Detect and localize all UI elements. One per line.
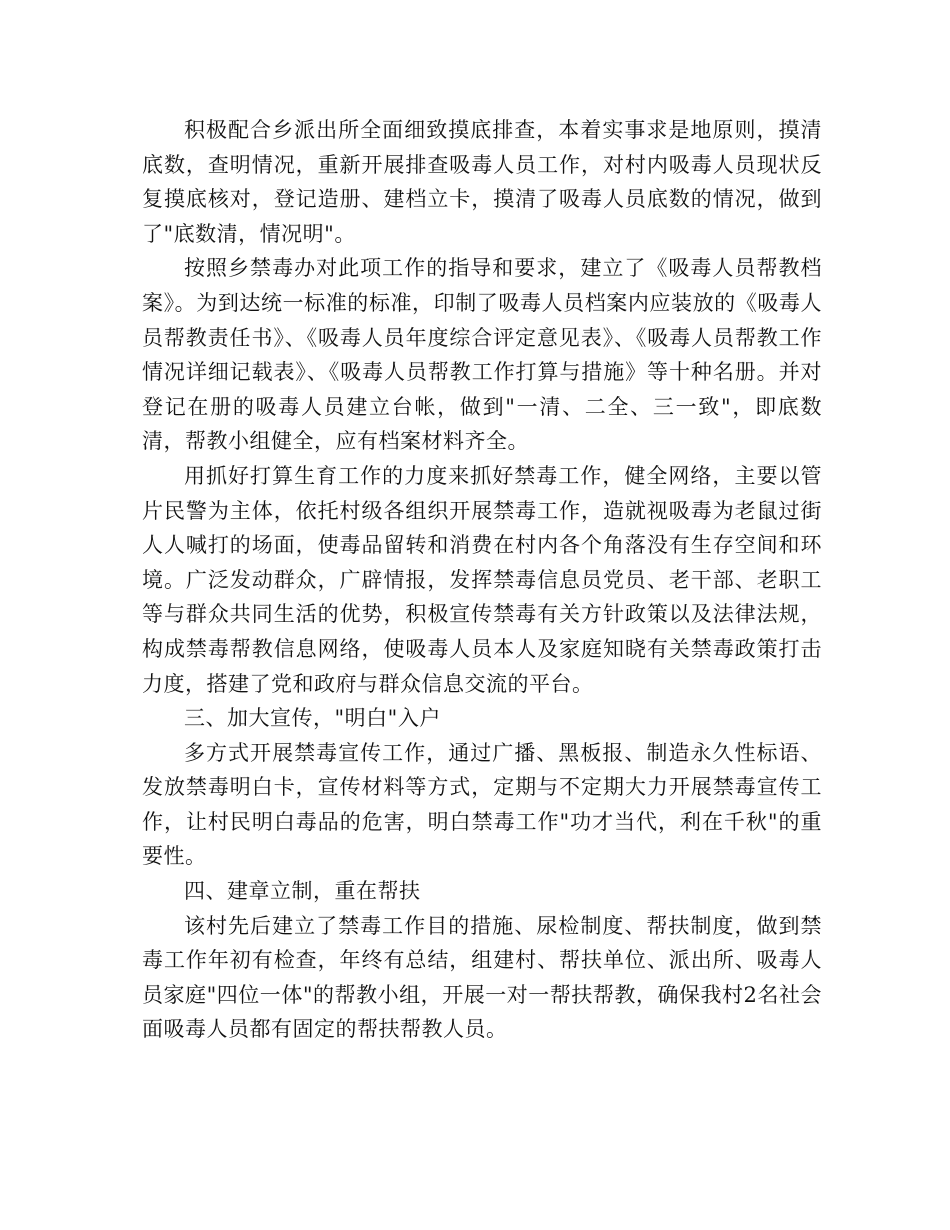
document-page [142, 113, 822, 1047]
paragraph-network: 用抓好打算生育工作的力度来抓好禁毒工作，健全网络，主要以管片民警为主体，依托村级各组织开展禁毒工作，造就视吸毒为老鼠过街人人喊打的场面，使毒品留转和消费在村内各个角落没有生存空间和环境。广泛发动群众，广辟情报，发挥禁毒信息员党员、老干部、老职工等与群众共同生活的优势，积极宣传禁毒有关方针政策以及法律法规，构成禁毒帮教信息网络，使吸毒人员本人及家庭知晓有关禁毒政策打击力度，搭建了党和政府与群众信息交流的平台。 [142, 463, 822, 696]
paragraph-publicity: 多方式开展禁毒宣传工作，通过广播、黑板报、制造永久性标语、发放禁毒明白卡，宣传材料等方式，定期与不定期大力开展禁毒宣传工作，让村民明白毒品的危害，明白禁毒工作"功才当代，利在千秋"的重要性。 [142, 740, 822, 869]
section-heading-regulations: 四、建章立制，重在帮扶 [184, 879, 421, 904]
paragraph-regulations: 该村先后建立了禁毒工作目的措施、尿检制度、帮扶制度，做到禁毒工作年初有检查，年终有总结，组建村、帮扶单位、派出所、吸毒人员家庭"四位一体"的帮教小组，开展一对一帮扶帮教，确保我村2名社会面吸毒人员都有固定的帮扶帮教人员。 [142, 913, 822, 1042]
section-heading-publicity: 三、加大宣传，"明白"入户 [184, 706, 441, 731]
paragraph-archives: 按照乡禁毒办对此项工作的指导和要求，建立了《吸毒人员帮教档案》。为到达统一标准的标准，印制了吸毒人员档案内应装放的《吸毒人员帮教责任书》、《吸毒人员年度综合评定意见表》、《吸毒人员帮教工作情况详细记载表》、《吸毒人员帮教工作打算与措施》等十种名册。并对登记在册的吸毒人员建立台帐，做到"一清、二全、三一致"，即底数清，帮教小组健全，应有档案材料齐全。 [142, 256, 822, 454]
paragraph-investigation: 积极配合乡派出所全面细致摸底排查，本着实事求是地原则，摸清底数，查明情况，重新开展排查吸毒人员工作，对村内吸毒人员现状反复摸底核对，登记造册、建档立卡，摸清了吸毒人员底数的情况，做到了"底数清，情况明"。 [142, 118, 822, 246]
